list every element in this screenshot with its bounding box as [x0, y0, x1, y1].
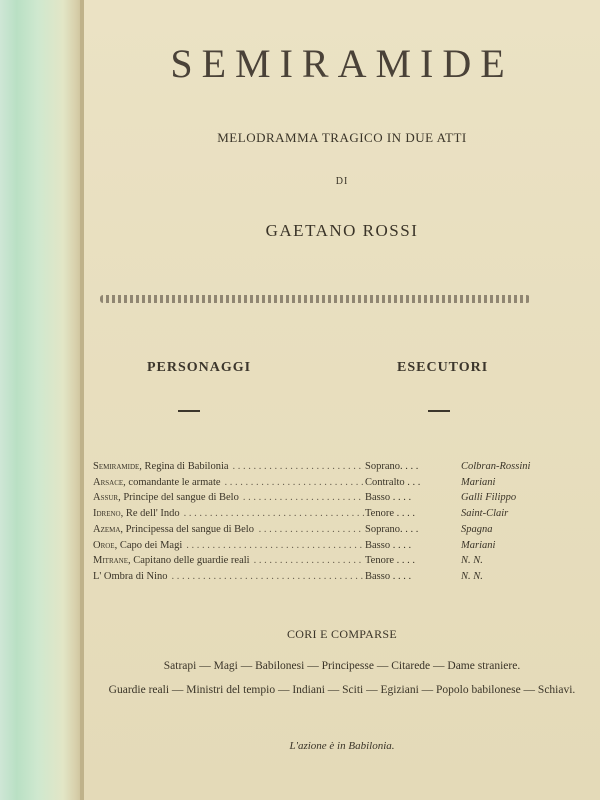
- performer: Mariani: [461, 476, 496, 488]
- character-description: , Principe del sangue di Belo: [118, 492, 239, 504]
- opera-title: SEMIRAMIDE: [170, 41, 514, 86]
- header-esecutori: ESECUTORI: [397, 360, 489, 375]
- chorus-title: CORI E COMPARSE: [286, 627, 398, 641]
- setting-note: L'azione è in Babilonia.: [289, 740, 395, 752]
- performer: Spagna: [461, 523, 493, 535]
- leader-dots: . . . . . . . . . . . . . . . . . . . . . . .: [242, 492, 361, 504]
- performer: Galli Filippo: [461, 492, 517, 504]
- leader-dots: . . . . . . . . . . . . . . . . . . . . .: [253, 555, 362, 567]
- character-description: , comandante le armate: [123, 476, 221, 488]
- leader-dots: . . . . . . . . . . . . . . . . . . . .: [258, 523, 361, 535]
- book-binding-edge: [0, 0, 84, 800]
- ornamental-rule: [100, 295, 530, 303]
- leader-dots: . . . . . . . . . . . . . . . . . . . . . . . . .: [232, 461, 362, 472]
- character-cell: [93, 522, 365, 538]
- character: [93, 490, 243, 506]
- character-name: Azema: [93, 523, 121, 535]
- character-name: Assur: [93, 492, 119, 504]
- performer: N. N.: [461, 555, 483, 567]
- cast-row: [93, 522, 538, 538]
- voice-type: Contralto . . .: [365, 476, 421, 488]
- cast-row: [93, 475, 538, 491]
- character: [93, 522, 258, 538]
- character-description: , Capo dei Magi: [114, 539, 183, 551]
- leader-dots: . . . . . . . . . . . . . . . . . . . . . . . . . . . . . . . . . . . . .: [171, 570, 364, 582]
- cast-row: [93, 538, 538, 554]
- performer: Mariani: [461, 539, 496, 551]
- character-name: Semiramide: [93, 461, 140, 472]
- character: [93, 459, 233, 475]
- character: [93, 553, 254, 569]
- character-cell: [93, 475, 365, 491]
- character-description: , Principessa del sangue di Belo: [120, 523, 254, 535]
- voice-type: Tenore . . . .: [365, 555, 415, 567]
- character-description: , Regina di Babilonia: [139, 461, 229, 472]
- character-description: L' Ombra di Nino: [93, 570, 168, 582]
- character-cell: [93, 506, 365, 522]
- subtitle: MELODRAMMA TRAGICO IN DUE ATTI: [217, 130, 467, 145]
- character-description: , Capitano delle guardie reali: [128, 555, 250, 567]
- divider: [428, 410, 450, 412]
- character: [93, 569, 172, 585]
- by-label: DI: [335, 176, 349, 187]
- page: [84, 0, 600, 800]
- character-cell: [93, 553, 365, 569]
- leader-dots: . . . . . . . . . . . . . . . . . . . . . . . . . . .: [224, 476, 364, 488]
- character: [93, 475, 225, 491]
- character-name: Oroe: [93, 539, 115, 551]
- character: [93, 506, 184, 522]
- voice-type: Soprano. . . .: [365, 523, 419, 535]
- header-personaggi: PERSONAGGI: [147, 360, 252, 375]
- chorus-line-1: Satrapi — Magi — Babilonesi — Principesse — Citarede — Dame straniere.: [163, 660, 521, 672]
- performer: Colbran-Rossini: [461, 461, 531, 472]
- leader-dots: . . . . . . . . . . . . . . . . . . . . . . . . . . . . . . . . . .: [186, 539, 363, 551]
- cast-row: [93, 459, 538, 475]
- voice-type: Basso . . . .: [365, 539, 412, 551]
- leader-dots: . . . . . . . . . . . . . . . . . . . . . . . . . . . . . . . . . . .: [183, 508, 365, 520]
- character-cell: [93, 538, 365, 554]
- cast-row: [93, 490, 538, 506]
- character-name: Arsace: [93, 476, 124, 488]
- character-cell: [93, 569, 365, 585]
- voice-type: Soprano. . . .: [365, 461, 419, 472]
- character-name: Idreno: [93, 508, 121, 520]
- cast-row: [93, 569, 538, 585]
- cast-row: [93, 553, 538, 569]
- voice-type: Basso . . . .: [365, 570, 412, 582]
- character-name: Mitrane: [93, 555, 128, 567]
- performer: Saint-Clair: [461, 508, 509, 520]
- character-description: , Re dell' Indo: [120, 508, 180, 520]
- author: GAETANO ROSSI: [265, 221, 419, 240]
- character-cell: [93, 459, 365, 475]
- cast-row: [93, 506, 538, 522]
- divider: [178, 410, 200, 412]
- voice-type: Basso . . . .: [365, 492, 412, 504]
- voice-type: Tenore . . . .: [365, 508, 415, 520]
- performer: N. N.: [461, 570, 483, 582]
- chorus-line-2: Guardie reali — Ministri del tempio — Indiani — Sciti — Egiziani — Popolo babilonese — Schiavi.: [108, 684, 576, 696]
- character-cell: [93, 490, 365, 506]
- character: [93, 538, 186, 554]
